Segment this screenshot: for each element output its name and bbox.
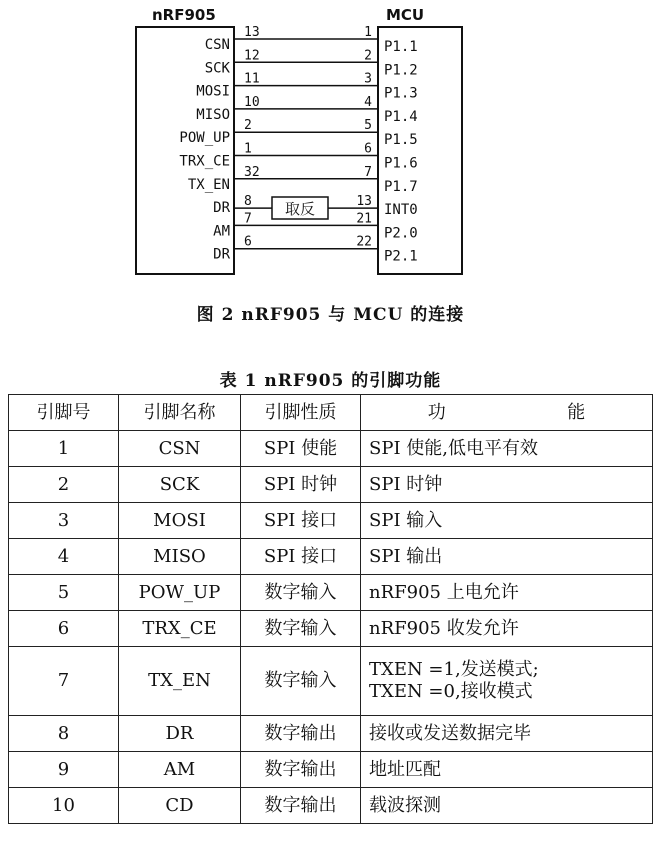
cell-function xyxy=(361,431,653,467)
cell-pin-type: 数字输出 xyxy=(241,788,361,824)
table-row xyxy=(9,503,653,539)
signal-label: AM xyxy=(213,223,230,240)
mcu-port-label: INT0 xyxy=(384,202,418,219)
cell-pin-type: 数字输入 xyxy=(241,611,361,647)
cell-function xyxy=(361,539,653,575)
header-pin-no: 引脚号 xyxy=(9,395,119,431)
table-row xyxy=(9,788,653,824)
right-pin-number: 1 xyxy=(364,25,372,40)
mcu-port-label: P1.4 xyxy=(384,108,418,125)
cell-function xyxy=(361,788,653,824)
table-row xyxy=(9,575,653,611)
cell-pin-name: AM xyxy=(119,752,241,788)
cell-pin-name: MOSI xyxy=(119,503,241,539)
cell-pin-no: 9 xyxy=(9,752,119,788)
function-text: TXEN =1,发送模式; xyxy=(369,659,539,680)
cell-pin-name: CSN xyxy=(119,431,241,467)
cell-pin-no: 8 xyxy=(9,716,119,752)
signal-label: SCK xyxy=(204,60,230,77)
cell-pin-no: 7 xyxy=(9,647,119,716)
cell-pin-no: 6 xyxy=(9,611,119,647)
mcu-port-label: P2.1 xyxy=(384,248,418,265)
left-pin-number: 13 xyxy=(244,25,260,40)
right-pin-number: 22 xyxy=(356,234,372,250)
cell-pin-type: SPI 接口 xyxy=(241,503,361,539)
header-function-b: 能 xyxy=(567,401,586,423)
cell-function xyxy=(361,716,653,752)
left-pin-number: 12 xyxy=(244,48,260,64)
cell-function xyxy=(361,467,653,503)
mcu-port-label: P1.3 xyxy=(384,85,418,102)
function-text: SPI 输入 xyxy=(369,509,443,531)
inverter-label: 取反 xyxy=(284,200,316,218)
figure-caption: 图 2 nRF905 与 MCU 的连接 xyxy=(196,305,465,325)
table-row xyxy=(9,431,653,467)
header-pin-name: 引脚名称 xyxy=(119,395,241,431)
cell-pin-name: DR xyxy=(119,716,241,752)
table-header-row xyxy=(9,395,653,431)
cell-pin-no: 4 xyxy=(9,539,119,575)
right-pin-number: 4 xyxy=(364,94,372,110)
cell-pin-name: SCK xyxy=(119,467,241,503)
connection-rows xyxy=(179,25,417,265)
header-function-a: 功 xyxy=(427,401,446,423)
right-pin-number: 21 xyxy=(356,211,372,227)
cell-pin-type: 数字输入 xyxy=(241,575,361,611)
left-pin-number: 10 xyxy=(244,94,260,110)
mcu-port-label: P1.1 xyxy=(384,39,418,55)
signal-label: DR xyxy=(213,200,230,217)
table-row xyxy=(9,647,653,716)
cell-function xyxy=(361,611,653,647)
left-pin-number: 1 xyxy=(244,141,252,157)
cell-pin-type: 数字输出 xyxy=(241,752,361,788)
function-text: SPI 使能,低电平有效 xyxy=(369,437,538,459)
cell-pin-no: 5 xyxy=(9,575,119,611)
mcu-port-label: P1.2 xyxy=(384,62,418,79)
left-pin-number: 7 xyxy=(244,211,252,227)
right-pin-number: 5 xyxy=(364,118,372,134)
right-pin-number: 7 xyxy=(364,164,372,180)
cell-pin-type: SPI 使能 xyxy=(241,431,361,467)
cell-function xyxy=(361,647,653,716)
table-row xyxy=(9,467,653,503)
cell-pin-name: CD xyxy=(119,788,241,824)
right-pin-number: 6 xyxy=(364,141,372,157)
mcu-port-label: P2.0 xyxy=(384,225,418,242)
cell-pin-no: 2 xyxy=(9,467,119,503)
left-pin-number: 32 xyxy=(244,164,260,180)
cell-pin-no: 10 xyxy=(9,788,119,824)
table-caption: 表 1 nRF905 的引脚功能 xyxy=(219,371,442,391)
cell-pin-name: TRX_CE xyxy=(119,611,241,647)
function-text: 地址匹配 xyxy=(369,758,441,780)
table-row xyxy=(9,716,653,752)
signal-label: DR xyxy=(213,246,230,263)
cell-function xyxy=(361,503,653,539)
mcu-port-label: P1.7 xyxy=(384,178,418,195)
right-pin-number: 2 xyxy=(364,48,372,64)
left-pin-number: 6 xyxy=(244,234,252,250)
signal-label: TRX_CE xyxy=(179,153,230,170)
left-pin-number: 2 xyxy=(244,118,252,134)
signal-label: CSN xyxy=(204,37,230,53)
function-text: nRF905 收发允许 xyxy=(369,617,519,639)
left-pin-number: 11 xyxy=(244,71,260,87)
right-pin-number: 13 xyxy=(356,194,372,210)
table-row xyxy=(9,611,653,647)
table-row xyxy=(9,539,653,575)
mcu-port-label: P1.6 xyxy=(384,155,418,172)
mcu-chip-title: MCU xyxy=(386,6,425,24)
mcu-port-label: P1.5 xyxy=(384,132,418,149)
cell-pin-name: MISO xyxy=(119,539,241,575)
cell-function xyxy=(361,752,653,788)
right-pin-number: 3 xyxy=(364,71,372,87)
cell-pin-type: SPI 接口 xyxy=(241,539,361,575)
signal-label: TX_EN xyxy=(187,176,230,193)
cell-pin-name: POW_UP xyxy=(119,575,241,611)
connection-diagram xyxy=(0,0,661,290)
function-text-line2: TXEN =0,接收模式 xyxy=(369,681,533,702)
cell-pin-type: SPI 时钟 xyxy=(241,467,361,503)
cell-pin-no: 3 xyxy=(9,503,119,539)
cell-function xyxy=(361,575,653,611)
cell-pin-type: 数字输出 xyxy=(241,716,361,752)
signal-label: MOSI xyxy=(196,83,230,100)
function-text: SPI 输出 xyxy=(369,545,443,567)
cell-pin-name: TX_EN xyxy=(119,647,241,716)
signal-label: MISO xyxy=(196,106,230,123)
cell-pin-type: 数字输入 xyxy=(241,647,361,716)
cell-pin-no: 1 xyxy=(9,431,119,467)
signal-label: POW_UP xyxy=(179,130,230,147)
function-text: SPI 时钟 xyxy=(369,473,443,495)
header-pin-type: 引脚性质 xyxy=(241,395,361,431)
header-function xyxy=(361,395,653,431)
function-text: 载波探测 xyxy=(369,794,441,816)
function-text: nRF905 上电允许 xyxy=(369,581,519,603)
pin-function-table xyxy=(8,394,653,824)
nrf905-chip-title: nRF905 xyxy=(152,6,216,24)
function-text: 接收或发送数据完毕 xyxy=(369,722,531,744)
left-pin-number: 8 xyxy=(244,194,252,210)
table-row xyxy=(9,752,653,788)
